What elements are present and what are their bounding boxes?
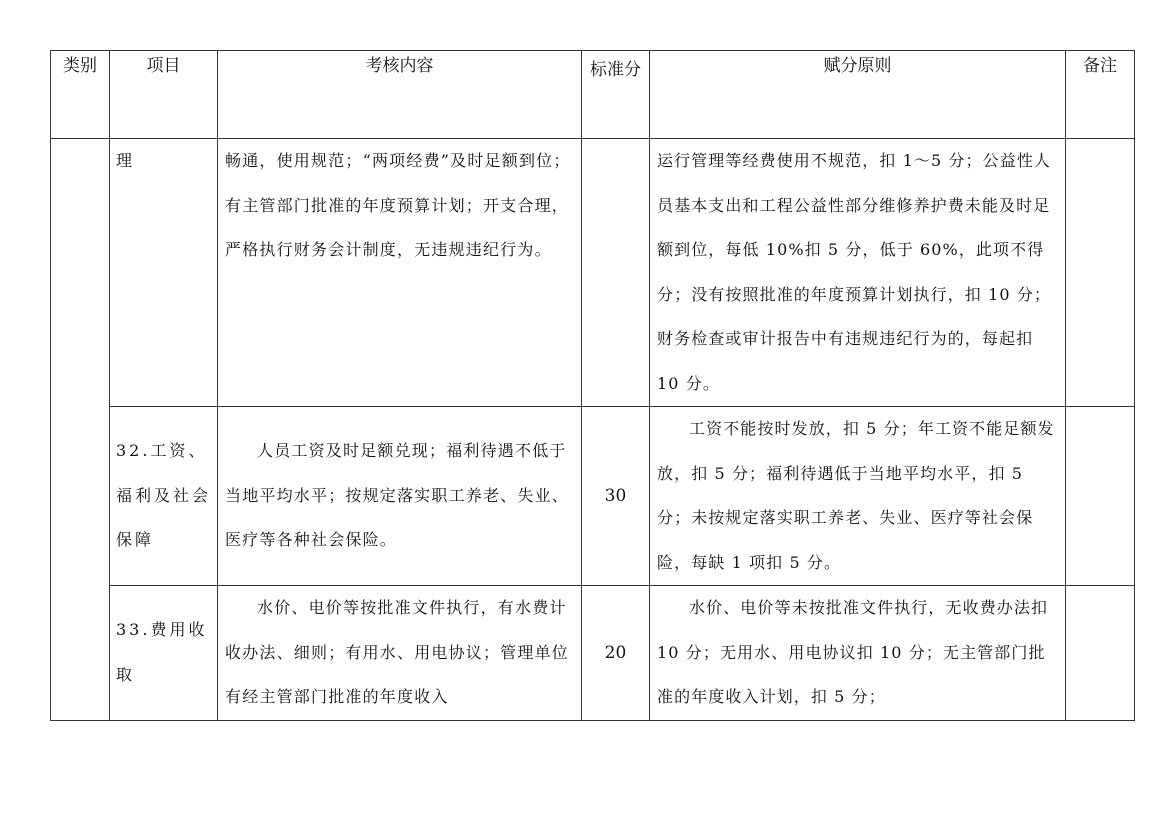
principle-cell	[650, 586, 1066, 721]
item-text: 32.工资、福利及社会保障	[116, 441, 212, 550]
item-cell	[110, 586, 218, 721]
remarks-cell	[1066, 586, 1135, 721]
content-text: 畅通，使用规范；“两项经费”及时足额到位；有主管部门批准的年度预算计划；开支合理，严格执行财务会计制度，无违规违纪行为。	[225, 151, 571, 259]
remarks-cell	[1066, 407, 1135, 586]
header-row	[51, 51, 1135, 139]
item-cell	[110, 139, 218, 407]
score-cell: 30	[582, 407, 650, 586]
table-row	[51, 407, 1135, 586]
content-text: 水价、电价等按批准文件执行，有水费计收办法、细则；有用水、用电协议；管理单位有经主管部门批准的年度收入	[225, 598, 570, 706]
header-category: 类别	[51, 51, 110, 139]
content-cell	[218, 139, 582, 407]
content-cell	[218, 586, 582, 721]
score-cell	[582, 139, 650, 407]
header-standard-score-text: 标准分	[590, 60, 641, 80]
header-item: 项目	[110, 51, 218, 139]
header-scoring-principle: 赋分原则	[650, 51, 1066, 139]
principle-text: 工资不能按时发放，扣 5 分；年工资不能足额发放，扣 5 分；福利待遇低于当地平均水平，扣 5 分；未按规定落实职工养老、失业、医疗等社会保险，每缺 1 项扣 5 分。	[657, 419, 1055, 572]
table-row	[51, 139, 1135, 407]
item-text: 理	[116, 151, 133, 170]
content-cell	[218, 407, 582, 586]
principle-text: 运行管理等经费使用不规范，扣 1～5 分；公益性人员基本支出和工程公益性部分维修养护费未能及时足额到位，每低 10%扣 5 分，低于 60%，此项不得分；没有按照批准的年度预算计划执行，扣 10 分；财务检查或审计报告中有违规违纪行为的，每起扣 10 分。	[657, 151, 1052, 393]
principle-cell	[650, 139, 1066, 407]
assessment-table	[50, 50, 1135, 721]
principle-text: 水价、电价等未按批准文件执行，无收费办法扣 10 分；无用水、用电协议扣 10 分；无主管部门批准的年度收入计划，扣 5 分；	[657, 598, 1049, 706]
content-text: 人员工资及时足额兑现；福利待遇不低于当地平均水平；按规定落实职工养老、失业、医疗等各种社会保险。	[225, 441, 570, 550]
category-cell	[51, 139, 110, 721]
score-cell: 20	[582, 586, 650, 721]
table-row	[51, 586, 1135, 721]
item-cell	[110, 407, 218, 586]
remarks-cell	[1066, 139, 1135, 407]
header-content: 考核内容	[218, 51, 582, 139]
principle-cell	[650, 407, 1066, 586]
header-remarks: 备注	[1066, 51, 1135, 139]
item-text: 33.费用收取	[116, 620, 208, 684]
header-standard-score	[582, 51, 650, 139]
